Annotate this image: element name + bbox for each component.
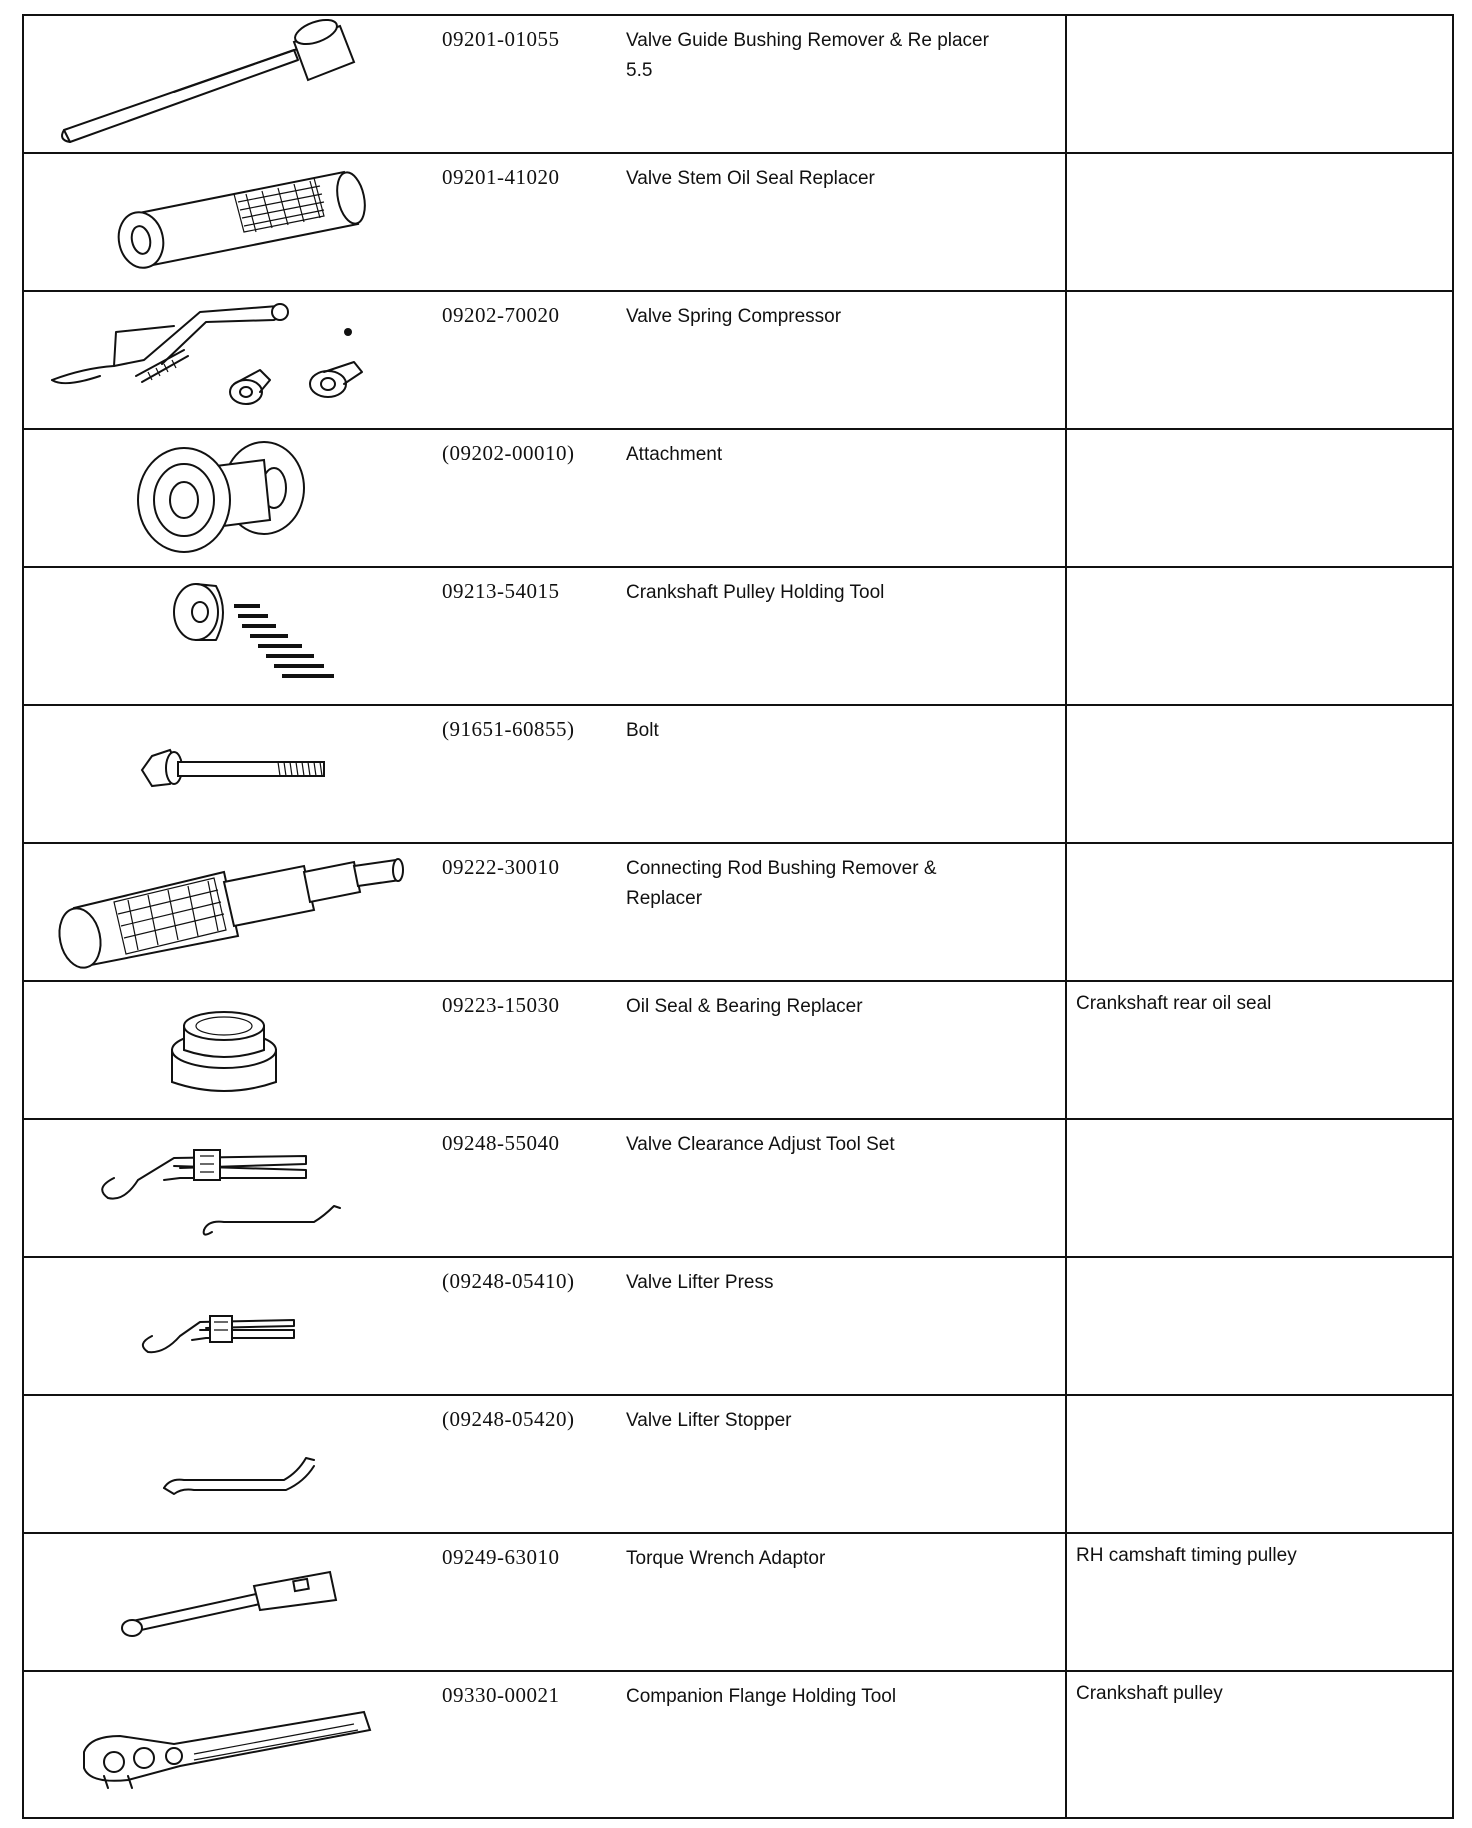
column-divider — [1065, 982, 1067, 1118]
column-divider — [1065, 154, 1067, 290]
tool-note: Crankshaft pulley — [1076, 1683, 1223, 1704]
part-number: (09248-05410) — [442, 1269, 575, 1293]
part-number: 09201-01055 — [442, 27, 560, 51]
tool-name: Attachment — [626, 444, 723, 465]
valve-lifter-press-icon — [24, 1258, 424, 1394]
part-number: 09201-41020 — [442, 165, 560, 189]
column-divider — [1065, 292, 1067, 428]
column-divider — [1065, 568, 1067, 704]
bushing-remover-icon — [24, 16, 424, 152]
part-number: 09248-55040 — [442, 1131, 560, 1155]
table-row — [24, 982, 1452, 1120]
table-row — [24, 430, 1452, 568]
column-divider — [1065, 1672, 1067, 1817]
column-divider — [1065, 16, 1067, 152]
table-row — [24, 292, 1452, 430]
table-row — [24, 16, 1452, 154]
special-tools-table — [22, 14, 1454, 1819]
tool-note: Crankshaft rear oil seal — [1076, 993, 1272, 1014]
column-divider — [1065, 1258, 1067, 1394]
part-number: (91651-60855) — [442, 717, 575, 741]
tool-name: Connecting Rod Bushing Remover & Replacer — [626, 858, 937, 909]
pulley-holding-tool-icon — [24, 568, 424, 704]
valve-clearance-tool-set-icon — [24, 1120, 424, 1256]
table-row — [24, 1258, 1452, 1396]
part-number: 09202-70020 — [442, 303, 560, 327]
flange-holding-tool-icon — [24, 1672, 424, 1817]
column-divider — [1065, 1396, 1067, 1532]
rod-bushing-tool-icon — [24, 844, 424, 980]
attachment-icon — [24, 430, 424, 566]
column-divider — [1065, 706, 1067, 842]
tool-name: Valve Lifter Press — [626, 1272, 774, 1293]
table-row — [24, 1534, 1452, 1672]
tool-note: RH camshaft timing pulley — [1076, 1545, 1297, 1566]
part-number: 09249-63010 — [442, 1545, 560, 1569]
column-divider — [1065, 844, 1067, 980]
part-number: (09248-05420) — [442, 1407, 575, 1431]
table-row — [24, 568, 1452, 706]
tool-name: Valve Stem Oil Seal Replacer — [626, 168, 875, 189]
tool-name: Oil Seal & Bearing Replacer — [626, 996, 863, 1017]
torque-wrench-adaptor-icon — [24, 1534, 424, 1670]
spring-compressor-icon — [24, 292, 424, 428]
part-number: (09202-00010) — [442, 441, 575, 465]
part-number: 09330-00021 — [442, 1683, 560, 1707]
tool-name: Bolt — [626, 720, 659, 741]
tool-name: Valve Guide Bushing Remover & Re placer 5.5 — [626, 30, 989, 81]
table-row — [24, 154, 1452, 292]
table-row — [24, 706, 1452, 844]
part-number: 09213-54015 — [442, 579, 560, 603]
bolt-icon — [24, 706, 424, 842]
column-divider — [1065, 1120, 1067, 1256]
part-number: 09222-30010 — [442, 855, 560, 879]
tool-name: Crankshaft Pulley Holding Tool — [626, 582, 885, 603]
tool-name: Companion Flange Holding Tool — [626, 1686, 897, 1707]
table-row — [24, 844, 1452, 982]
tool-name: Torque Wrench Adaptor — [626, 1548, 826, 1569]
valve-lifter-stopper-icon — [24, 1396, 424, 1532]
table-row — [24, 1396, 1452, 1534]
column-divider — [1065, 430, 1067, 566]
part-number: 09223-15030 — [442, 993, 560, 1017]
bearing-replacer-icon — [24, 982, 424, 1118]
table-row — [24, 1672, 1452, 1817]
seal-replacer-icon — [24, 154, 424, 290]
tool-name: Valve Lifter Stopper — [626, 1410, 792, 1431]
tool-name: Valve Clearance Adjust Tool Set — [626, 1134, 895, 1155]
tool-name: Valve Spring Compressor — [626, 306, 842, 327]
table-row — [24, 1120, 1452, 1258]
column-divider — [1065, 1534, 1067, 1670]
